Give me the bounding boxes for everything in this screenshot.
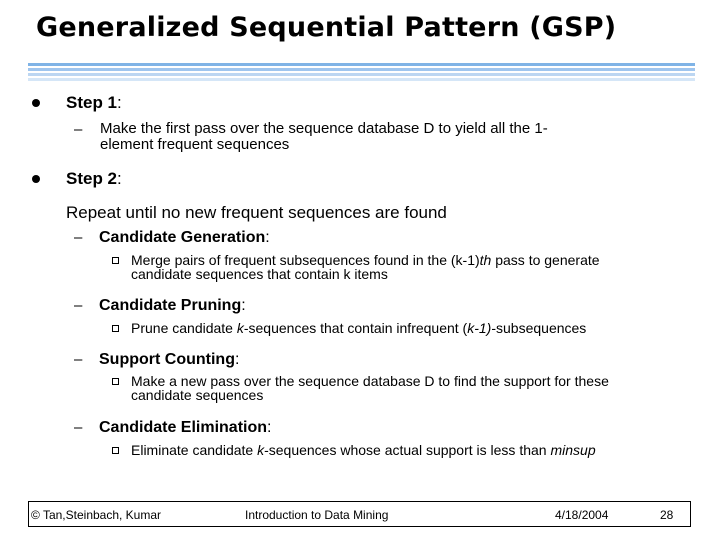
square-bullet-icon bbox=[112, 378, 119, 385]
phase-elimination-heading: Candidate Elimination: bbox=[99, 419, 272, 436]
step1-description bbox=[100, 121, 548, 153]
phase-dash: – bbox=[74, 419, 83, 436]
phase-generation-detail-line1: Merge pairs of frequent subsequences found in the (k-1)th pass to generate bbox=[131, 252, 600, 268]
step2-label: Step 2 bbox=[66, 169, 118, 188]
step2-colon: : bbox=[117, 169, 122, 188]
phase-dash: – bbox=[74, 297, 83, 314]
phase-counting-detail-line2: candidate sequences bbox=[131, 387, 264, 403]
bullet-dot-icon bbox=[32, 99, 40, 107]
footer-page-number: 28 bbox=[660, 508, 674, 522]
phase-pruning-heading: Candidate Pruning: bbox=[99, 297, 246, 314]
step2-heading bbox=[66, 169, 122, 189]
square-bullet-icon bbox=[112, 447, 119, 454]
underline-rule-2 bbox=[28, 68, 695, 71]
step1-description-line1: Make the first pass over the sequence database D to yield all the 1- bbox=[100, 120, 548, 137]
footer-copyright: © Tan,Steinbach, Kumar bbox=[31, 508, 162, 522]
underline-rule-4 bbox=[28, 78, 695, 81]
phase-generation-heading: Candidate Generation: bbox=[99, 229, 270, 246]
step1-label: Step 1 bbox=[66, 93, 118, 112]
phase-elimination-detail: Eliminate candidate k-sequences whose actual support is less than minsup bbox=[131, 442, 596, 458]
phase-pruning-label: Candidate Pruning bbox=[99, 297, 242, 314]
phase-dash: – bbox=[74, 351, 83, 368]
step1-colon: : bbox=[117, 93, 122, 112]
step2-repeat-text: Repeat until no new frequent sequences are found bbox=[66, 203, 447, 222]
phase-generation-detail bbox=[131, 253, 600, 281]
phase-counting-label: Support Counting bbox=[99, 351, 235, 368]
underline-rule-3 bbox=[28, 73, 695, 76]
footer-date: 4/18/2004 bbox=[555, 508, 609, 522]
underline-rule-1 bbox=[28, 63, 695, 66]
slide-title: Generalized Sequential Pattern (GSP) bbox=[36, 12, 617, 43]
step1-description-line2: element frequent sequences bbox=[100, 136, 290, 153]
step1-heading bbox=[66, 93, 122, 113]
phase-generation-label: Candidate Generation bbox=[99, 229, 266, 246]
phase-elimination-label: Candidate Elimination bbox=[99, 419, 268, 436]
square-bullet-icon bbox=[112, 257, 119, 264]
phase-pruning-detail: Prune candidate k-sequences that contain infrequent (k-1)-subsequences bbox=[131, 320, 587, 336]
bullet-dot-icon bbox=[32, 175, 40, 183]
square-bullet-icon bbox=[112, 325, 119, 332]
footer-course: Introduction to Data Mining bbox=[245, 508, 389, 522]
phase-counting-detail bbox=[131, 374, 609, 402]
step1-dash: – bbox=[74, 121, 83, 138]
phase-generation-detail-line2: candidate sequences that contain k items bbox=[131, 266, 388, 282]
slide-footer bbox=[28, 501, 691, 527]
phase-counting-heading: Support Counting: bbox=[99, 351, 240, 368]
title-underline bbox=[28, 63, 695, 83]
phase-counting-detail-line1: Make a new pass over the sequence database D to find the support for these bbox=[131, 373, 609, 389]
phase-dash: – bbox=[74, 229, 83, 246]
